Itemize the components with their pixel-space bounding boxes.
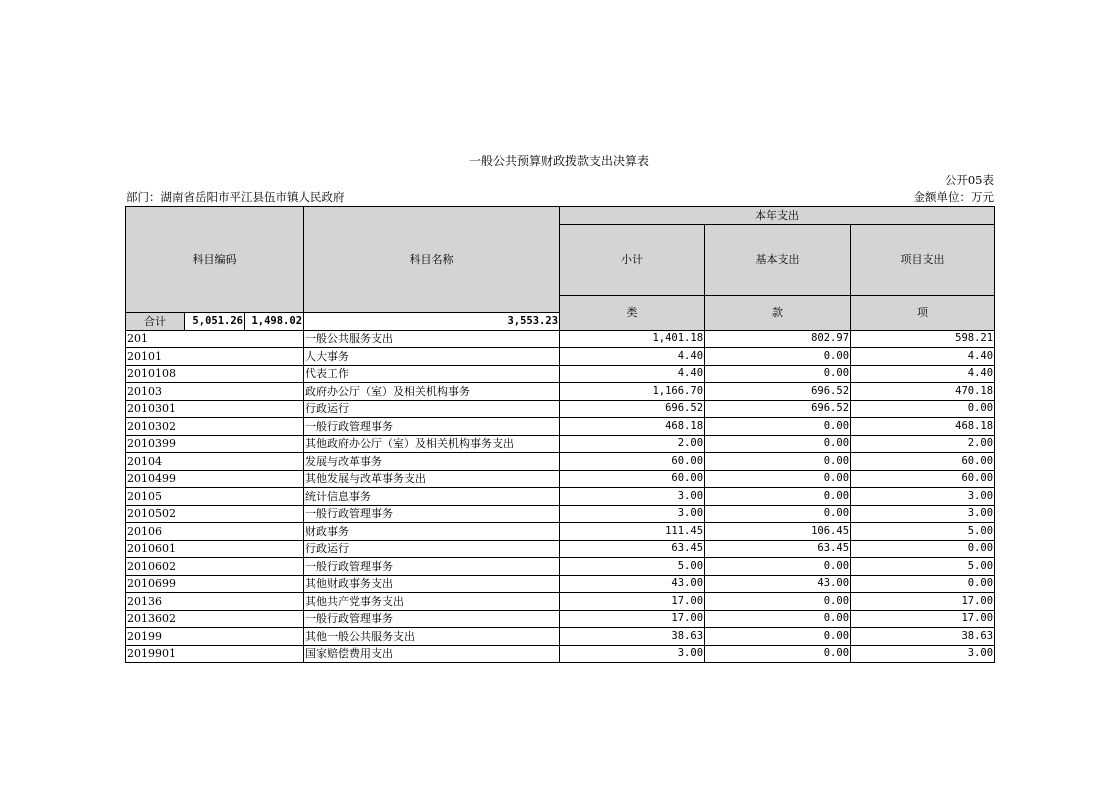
subject-code-cell: 2010108 [126,365,304,383]
table-row [126,505,995,523]
subject-name-cell: 其他政府办公厅（室）及相关机构事务支出 [304,435,560,453]
subject-code-cell: 20101 [126,348,304,366]
table-row [126,645,995,663]
project-cell: 0.00 [851,540,995,558]
table-row [126,540,995,558]
subject-name-cell: 发展与改革事务 [304,453,560,471]
table-row [126,400,995,418]
basic-cell: 696.52 [705,400,851,418]
subject-name-header: 科目名称 [304,207,560,313]
subject-name-cell: 一般公共服务支出 [304,330,560,348]
annual-expense-header: 本年支出 [560,207,995,225]
subtotal-cell: 468.18 [560,418,705,436]
subject-code-cell: 2010502 [126,505,304,523]
header-row-1 [126,207,995,225]
basic-cell: 0.00 [705,418,851,436]
lei-header: 类 [560,295,705,330]
basic-cell: 0.00 [705,593,851,611]
table-row [126,330,995,348]
table-row [126,558,995,576]
basic-cell: 0.00 [705,470,851,488]
subject-code-cell: 20104 [126,453,304,471]
subject-code-cell: 2010499 [126,470,304,488]
table-row [126,488,995,506]
basic-cell: 0.00 [705,558,851,576]
project-cell: 60.00 [851,453,995,471]
subtotal-cell: 17.00 [560,593,705,611]
basic-header: 基本支出 [705,224,851,295]
project-cell: 4.40 [851,348,995,366]
subject-code-cell: 2013602 [126,610,304,628]
table-row [126,418,995,436]
basic-cell: 0.00 [705,365,851,383]
kuan-header: 款 [705,295,851,330]
subtotal-cell: 17.00 [560,610,705,628]
subject-code-cell: 2010699 [126,575,304,593]
subject-name-cell: 行政运行 [304,540,560,558]
basic-cell: 106.45 [705,523,851,541]
project-cell: 5.00 [851,558,995,576]
table-row [126,593,995,611]
project-cell: 4.40 [851,365,995,383]
project-cell: 0.00 [851,575,995,593]
project-cell: 0.00 [851,400,995,418]
project-cell: 2.00 [851,435,995,453]
subject-code-cell: 2010302 [126,418,304,436]
subtotal-cell: 2.00 [560,435,705,453]
subject-code-cell: 2010399 [126,435,304,453]
expense-table [125,206,995,663]
subject-code-cell: 2010601 [126,540,304,558]
total-subtotal: 5,051.26 [185,313,245,331]
subtotal-cell: 1,401.18 [560,330,705,348]
basic-cell: 802.97 [705,330,851,348]
subject-name-cell: 其他发展与改革事务支出 [304,470,560,488]
table-row [126,453,995,471]
subject-code-cell: 2010301 [126,400,304,418]
subtotal-cell: 60.00 [560,470,705,488]
subject-code-cell: 20136 [126,593,304,611]
project-cell: 3.00 [851,645,995,663]
subject-code-cell: 20105 [126,488,304,506]
basic-cell: 0.00 [705,453,851,471]
basic-cell: 0.00 [705,645,851,663]
subject-name-cell: 财政事务 [304,523,560,541]
subject-code-cell: 20106 [126,523,304,541]
subtotal-cell: 63.45 [560,540,705,558]
subtotal-cell: 111.45 [560,523,705,541]
basic-cell: 0.00 [705,610,851,628]
project-header: 项目支出 [851,224,995,295]
subject-code-cell: 20103 [126,383,304,401]
subject-name-cell: 国家赔偿费用支出 [304,645,560,663]
subject-name-cell: 统计信息事务 [304,488,560,506]
total-project: 3,553.23 [304,313,560,331]
subject-name-cell: 其他一般公共服务支出 [304,628,560,646]
table-row [126,365,995,383]
table-row [126,523,995,541]
basic-cell: 0.00 [705,628,851,646]
total-basic: 1,498.02 [245,313,304,331]
table-row [126,575,995,593]
table-row [126,383,995,401]
subtotal-cell: 696.52 [560,400,705,418]
subtotal-cell: 3.00 [560,645,705,663]
subject-name-cell: 其他财政事务支出 [304,575,560,593]
subtotal-cell: 3.00 [560,505,705,523]
subtotal-cell: 5.00 [560,558,705,576]
subject-name-cell: 一般行政管理事务 [304,418,560,436]
subject-name-cell: 一般行政管理事务 [304,505,560,523]
subtotal-cell: 38.63 [560,628,705,646]
subject-name-cell: 代表工作 [304,365,560,383]
subject-code-cell: 201 [126,330,304,348]
basic-cell: 63.45 [705,540,851,558]
subject-code-cell: 20199 [126,628,304,646]
project-cell: 60.00 [851,470,995,488]
subject-name-cell: 行政运行 [304,400,560,418]
table-row [126,348,995,366]
xiang-header: 项 [851,295,995,330]
project-cell: 17.00 [851,610,995,628]
project-cell: 38.63 [851,628,995,646]
project-cell: 3.00 [851,488,995,506]
subject-code-header: 科目编码 [126,207,304,313]
project-cell: 470.18 [851,383,995,401]
subject-name-cell: 其他共产党事务支出 [304,593,560,611]
basic-cell: 0.00 [705,348,851,366]
project-cell: 598.21 [851,330,995,348]
basic-cell: 696.52 [705,383,851,401]
basic-cell: 0.00 [705,435,851,453]
subject-code-cell: 2019901 [126,645,304,663]
basic-cell: 43.00 [705,575,851,593]
subject-name-cell: 一般行政管理事务 [304,558,560,576]
page-title: 一般公共预算财政拨款支出决算表 [468,154,649,168]
project-cell: 17.00 [851,593,995,611]
subject-name-cell: 一般行政管理事务 [304,610,560,628]
table-row [126,435,995,453]
project-cell: 3.00 [851,505,995,523]
subject-code-cell: 2010602 [126,558,304,576]
basic-cell: 0.00 [705,488,851,506]
project-cell: 468.18 [851,418,995,436]
subtotal-cell: 43.00 [560,575,705,593]
subtotal-header: 小计 [560,224,705,295]
unit-label: 金额单位：万元 [913,190,994,204]
table-row [126,470,995,488]
subtotal-cell: 1,166.70 [560,383,705,401]
subject-name-cell: 政府办公厅（室）及相关机构事务 [304,383,560,401]
subtotal-cell: 60.00 [560,453,705,471]
table-row [126,628,995,646]
department-label: 部门：湖南省岳阳市平江县伍市镇人民政府 [126,190,345,204]
subject-name-cell: 人大事务 [304,348,560,366]
table-tag: 公开05表 [944,173,994,187]
total-label: 合计 [126,313,185,331]
subtotal-cell: 4.40 [560,348,705,366]
subtotal-cell: 3.00 [560,488,705,506]
basic-cell: 0.00 [705,505,851,523]
table-row [126,610,995,628]
subtotal-cell: 4.40 [560,365,705,383]
project-cell: 5.00 [851,523,995,541]
